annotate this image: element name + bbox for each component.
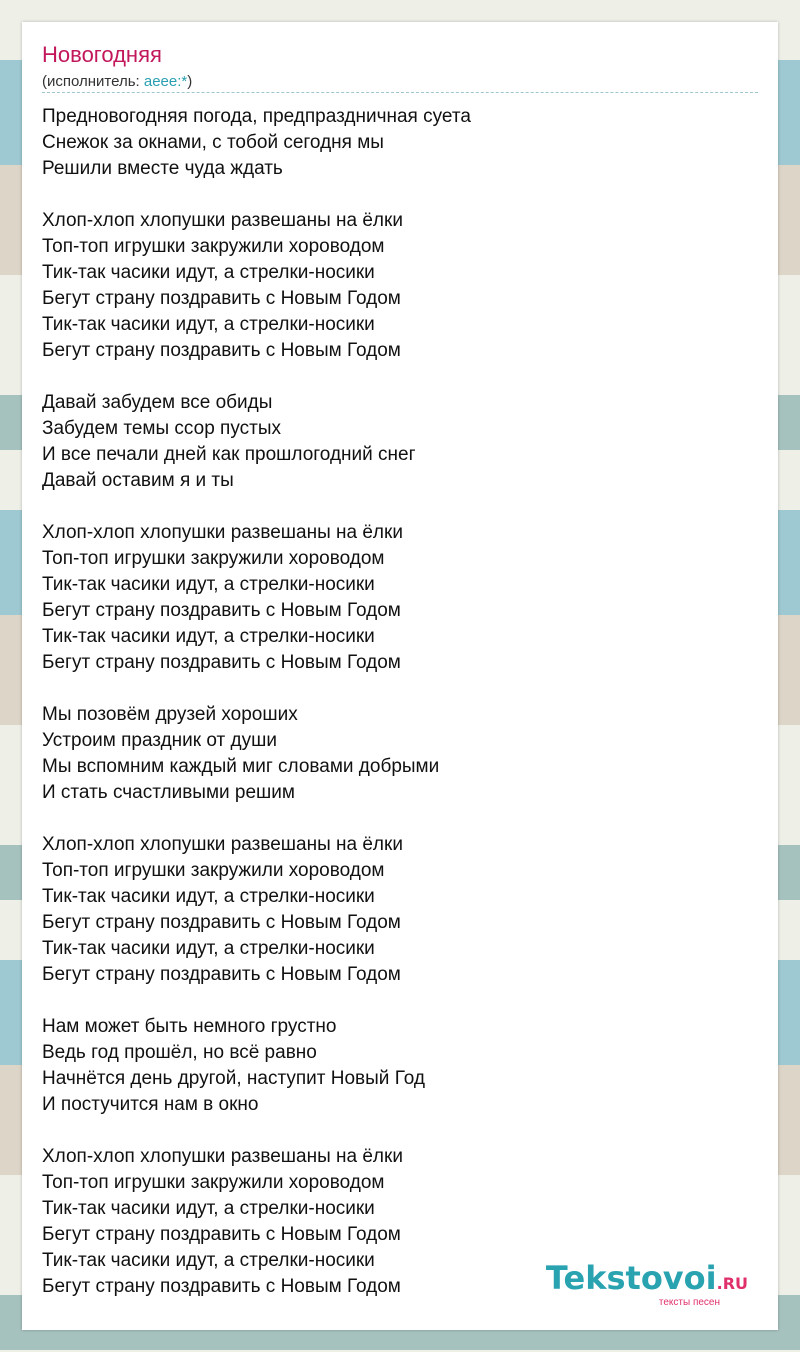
lyrics-line: Бегут страну поздравить с Новым Годом (42, 652, 401, 673)
lyrics-line: Хлоп-хлоп хлопушки развешаны на ёлки (42, 210, 403, 231)
lyrics-line: Бегут страну поздравить с Новым Годом (42, 340, 401, 361)
lyrics-line: Тик-так часики идут, а стрелки-носики (42, 938, 375, 959)
lyrics-line: Тик-так часики идут, а стрелки-носики (42, 262, 375, 283)
lyrics-line: Бегут страну поздравить с Новым Годом (42, 288, 401, 309)
lyrics-line: Бегут страну поздравить с Новым Годом (42, 1276, 401, 1297)
artist-prefix: (исполнитель: (42, 73, 144, 90)
logo-tagline: тексты песен (658, 1297, 720, 1308)
lyrics-line: Бегут страну поздравить с Новым Годом (42, 964, 401, 985)
lyrics-line: Тик-так часики идут, а стрелки-носики (42, 1250, 375, 1271)
lyrics-stanza (42, 832, 758, 988)
lyrics-line: Хлоп-хлоп хлопушки развешаны на ёлки (42, 522, 403, 543)
lyrics-line: Хлоп-хлоп хлопушки развешаны на ёлки (42, 834, 403, 855)
logo-name: Tekstovoi (545, 1259, 717, 1297)
lyrics-line: Бегут страну поздравить с Новым Годом (42, 600, 401, 621)
lyrics-line: Топ-топ игрушки закружили хороводом (42, 860, 385, 881)
lyrics-line: Тик-так часики идут, а стрелки-носики (42, 886, 375, 907)
lyrics-stanza (42, 1014, 758, 1118)
artist-line (42, 73, 192, 90)
lyrics-line: Решили вместе чуда ждать (42, 158, 283, 179)
lyrics-line: Предновогодняя погода, предпраздничная суета (42, 106, 471, 127)
artist-link[interactable]: aeee:* (143, 73, 188, 90)
divider (42, 92, 758, 93)
lyrics-line: Бегут страну поздравить с Новым Годом (42, 912, 401, 933)
lyrics-stanza (42, 390, 758, 494)
lyrics-line: Топ-топ игрушки закружили хороводом (42, 548, 385, 569)
site-logo[interactable] (546, 1261, 748, 1308)
lyrics-line: Мы вспомним каждый миг словами добрыми (42, 756, 440, 777)
lyrics-line: Забудем темы ссор пустых (42, 418, 281, 439)
lyrics-stanza (42, 702, 758, 806)
lyrics-line: Давай оставим я и ты (42, 470, 234, 491)
lyrics-line: Бегут страну поздравить с Новым Годом (42, 1224, 401, 1245)
lyrics-line: Хлоп-хлоп хлопушки развешаны на ёлки (42, 1146, 403, 1167)
artist-suffix: ) (187, 73, 193, 90)
lyrics-stanza (42, 104, 758, 182)
song-title: Новогодняя (42, 42, 162, 67)
lyrics-card (22, 22, 778, 1330)
logo-tld: .RU (716, 1274, 748, 1293)
lyrics-line: И постучится нам в окно (42, 1094, 259, 1115)
lyrics-line: Тик-так часики идут, а стрелки-носики (42, 626, 375, 647)
lyrics-line: Топ-топ игрушки закружили хороводом (42, 1172, 385, 1193)
lyrics-stanza (42, 520, 758, 676)
lyrics-line: Ведь год прошёл, но всё равно (42, 1042, 317, 1063)
lyrics-line: Тик-так часики идут, а стрелки-носики (42, 574, 375, 595)
lyrics-line: Топ-топ игрушки закружили хороводом (42, 236, 385, 257)
lyrics-line: Нам может быть немного грустно (42, 1016, 337, 1037)
lyrics-line: И стать счастливыми решим (42, 782, 295, 803)
lyrics-line: Снежок за окнами, с тобой сегодня мы (42, 132, 384, 153)
lyrics-stanza (42, 208, 758, 364)
lyrics-line: Устроим праздник от души (42, 730, 277, 751)
lyrics-line: Мы позовём друзей хороших (42, 704, 298, 725)
lyrics-body (42, 104, 758, 1326)
lyrics-line: Тик-так часики идут, а стрелки-носики (42, 1198, 375, 1219)
lyrics-line: Тик-так часики идут, а стрелки-носики (42, 314, 375, 335)
lyrics-line: Давай забудем все обиды (42, 392, 273, 413)
lyrics-line: Начнётся день другой, наступит Новый Год (42, 1068, 425, 1089)
lyrics-line: И все печали дней как прошлогодний снег (42, 444, 416, 465)
